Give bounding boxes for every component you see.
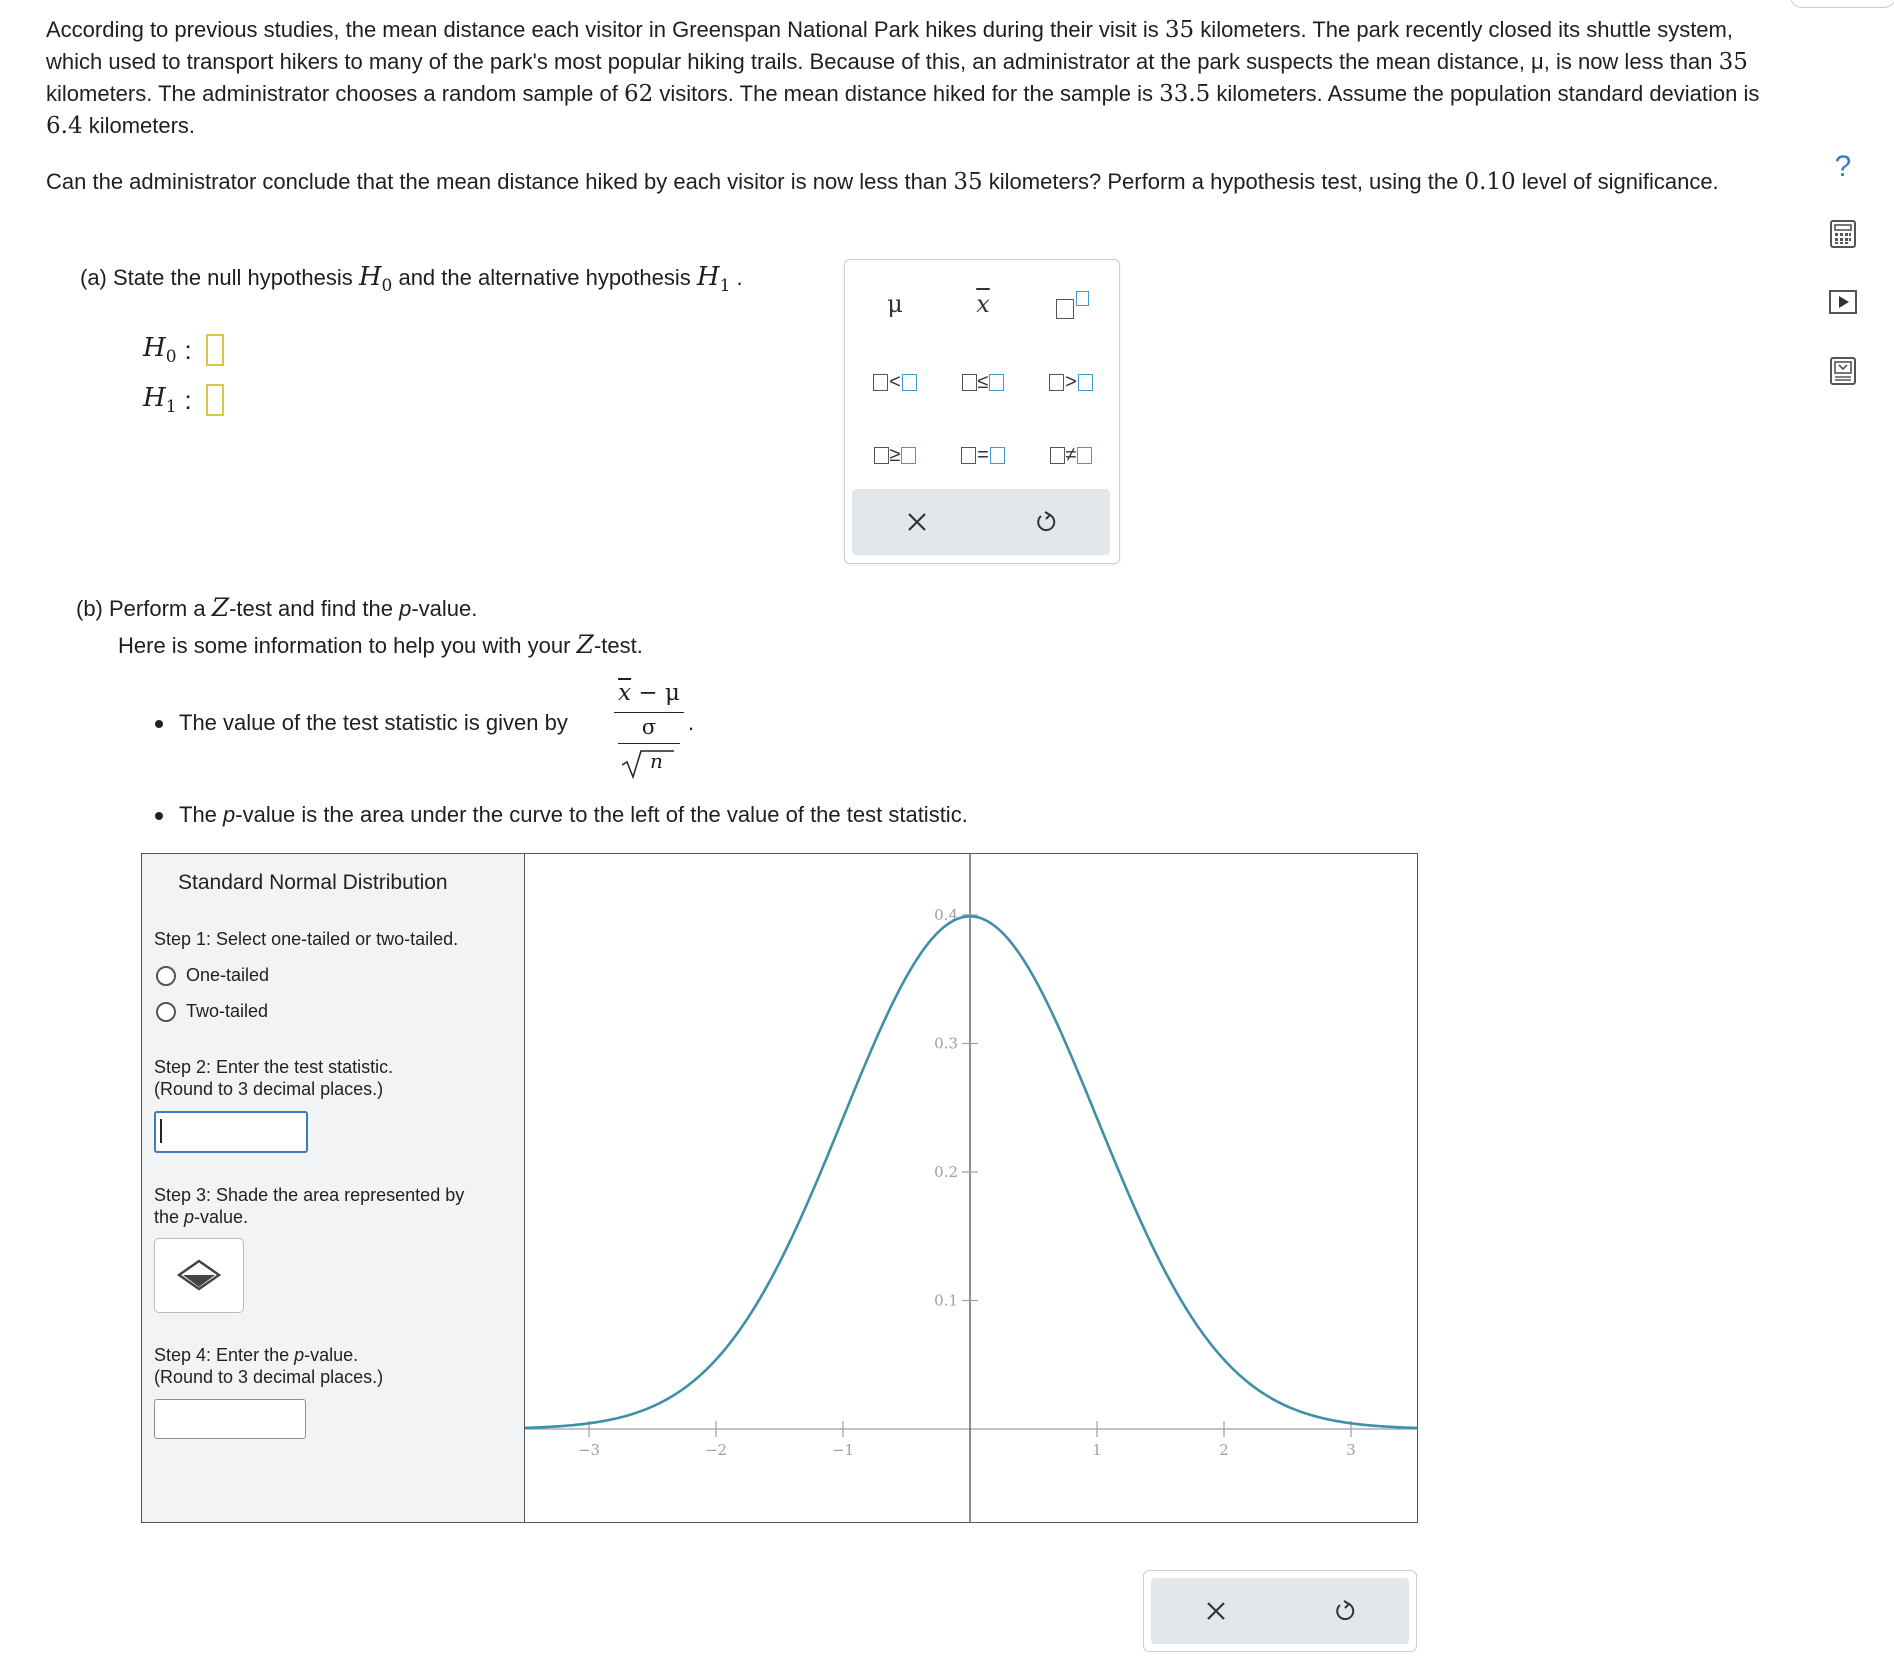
x-tick-label: 3: [1346, 1441, 1356, 1459]
tool-steps-panel: [142, 854, 525, 1522]
normal-curve-graph[interactable]: [525, 854, 1417, 1522]
close-icon: [906, 511, 928, 533]
step4-label: Step 4: Enter the p-value. (Round to 3 decimal places.): [154, 1345, 384, 1387]
test-statistic-formula: $\overline{x} - \mu$ σ n: [614, 680, 684, 777]
x-tick-label: −3: [577, 1441, 601, 1459]
question-text: Can the administrator conclude that the mean distance hiked by each visitor is now less than 35 kilometers? Perform a hypothesis test, using the 0.10 level of significance.: [46, 169, 1719, 195]
book-icon: [1828, 356, 1858, 386]
top-tab[interactable]: [1790, 0, 1894, 8]
p-value-input[interactable]: [154, 1399, 306, 1439]
clear-button[interactable]: [1151, 1578, 1280, 1644]
x-tick-label: 2: [1219, 1441, 1229, 1459]
calculator-icon: [1828, 219, 1858, 249]
superscript-button[interactable]: [1031, 282, 1111, 326]
one-tailed-radio[interactable]: One-tailed: [156, 965, 269, 986]
test-statistic-input[interactable]: [154, 1111, 308, 1153]
null-hypothesis-row: $H_0$ :: [143, 333, 224, 367]
play-icon: [1828, 289, 1858, 315]
formula-period: .: [688, 710, 695, 735]
video-button[interactable]: [1818, 277, 1868, 327]
mu-button[interactable]: μ: [887, 290, 903, 318]
x-bar-button[interactable]: $\overline{x}$: [976, 290, 990, 318]
bottom-controls: [1143, 1570, 1417, 1652]
palette-clear-button[interactable]: [852, 489, 981, 555]
sqrt-icon: [614, 747, 684, 781]
undo-button[interactable]: [1280, 1578, 1409, 1644]
less-than-button[interactable]: <: [855, 360, 935, 404]
problem-statement: According to previous studies, the mean distance each visitor in Greenspan National Park hikes during their visit is 35 kilometers. The park recently closed its shuttle system, which used to transport hikers to many of the park's most popular hiking trails. Because of this, an administrator at the park suspects the mean distance, μ, is now less than 35 kilometers. The administrator chooses a random sample of 62 visitors. The mean distance hiked for the sample is 33.5 kilometers. Assume the population standard deviation is 6.4 kilometers.: [46, 17, 1760, 139]
textbook-button[interactable]: [1818, 346, 1868, 396]
null-hypothesis-input[interactable]: [206, 334, 224, 366]
two-tailed-radio[interactable]: Two-tailed: [156, 1001, 268, 1022]
help-button[interactable]: [1818, 142, 1868, 192]
question-mark-icon: ?: [1834, 150, 1852, 183]
y-tick-label: 0.3: [934, 1034, 958, 1053]
close-icon: [1205, 1600, 1227, 1622]
normal-distribution-tool: [141, 853, 1418, 1523]
part-a-label: (a) State the null hypothesis $H_0$ and the alternative hypothesis $H_1$ .: [80, 262, 743, 297]
palette-undo-button[interactable]: [981, 489, 1110, 555]
step3-label: Step 3: Shade the area represented by the p-value.: [154, 1185, 465, 1227]
palette-footer: [852, 489, 1110, 555]
greater-than-button[interactable]: >: [1031, 360, 1111, 404]
bottom-controls-bar: [1151, 1578, 1409, 1644]
bullet-test-statistic: The value of the test statistic is given by: [155, 710, 568, 736]
y-tick-label: 0.1: [934, 1291, 958, 1310]
x-tick-label: 1: [1092, 1441, 1102, 1459]
shade-area-button[interactable]: [154, 1238, 244, 1313]
y-tick-label: 0.4: [934, 906, 958, 924]
equals-button[interactable]: =: [943, 433, 1023, 477]
alt-hypothesis-row: $H_1$ :: [143, 383, 224, 417]
y-tick-label: 0.2: [934, 1163, 958, 1181]
less-equal-button[interactable]: ≤: [943, 360, 1023, 404]
undo-icon: [1034, 510, 1058, 534]
tool-title: Standard Normal Distribution: [178, 871, 448, 894]
paint-bucket-icon: [175, 1257, 223, 1295]
not-equal-button[interactable]: ≠: [1031, 433, 1111, 477]
x-tick-label: −2: [704, 1441, 728, 1459]
superscript-icon: [1054, 289, 1088, 319]
symbol-palette: [844, 259, 1120, 564]
step1-label: Step 1: Select one-tailed or two-tailed.: [154, 929, 459, 949]
alt-hypothesis-input[interactable]: [206, 384, 224, 416]
step2-label: Step 2: Enter the test statistic. (Round to 3 decimal places.): [154, 1057, 394, 1099]
x-tick-label: −1: [831, 1441, 855, 1459]
part-b-help: Here is some information to help you with your Z-test.: [118, 630, 643, 659]
bullet-p-value: The p-value is the area under the curve to the left of the value of the test statistic.: [155, 802, 968, 828]
greater-equal-button[interactable]: ≥: [855, 433, 935, 477]
part-b-label: (b) Perform a Z-test and find the p-value.: [76, 593, 478, 622]
undo-icon: [1333, 1599, 1357, 1623]
calculator-button[interactable]: [1818, 209, 1868, 259]
